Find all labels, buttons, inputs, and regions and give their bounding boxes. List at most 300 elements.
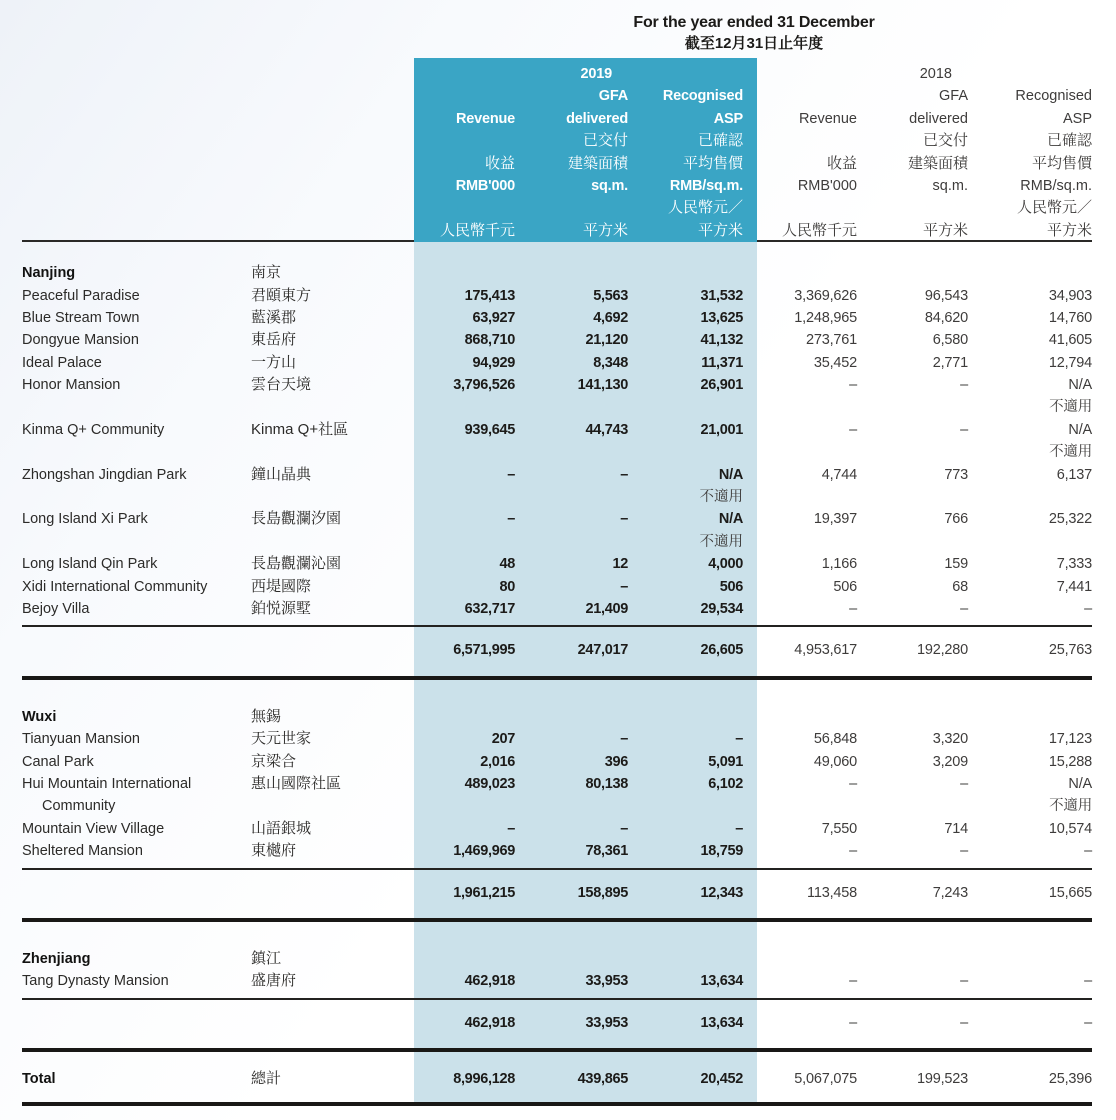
value-line: 247,017 — [577, 642, 628, 659]
cell-revenue-2019 — [414, 948, 515, 970]
project-name-en — [22, 773, 251, 818]
project-name-zh — [251, 639, 414, 661]
name-zh-line: 東岳府 — [251, 331, 297, 349]
cell-gfa-2019 — [515, 598, 628, 620]
header-line: 2018 — [919, 66, 952, 82]
name-en-line: Blue Stream Town — [22, 309, 140, 326]
cell-asp-2019 — [628, 773, 743, 818]
value-line: 34,903 — [1048, 287, 1092, 304]
cell-asp-2019 — [628, 307, 743, 329]
project-name-en — [22, 374, 251, 419]
cell-revenue-2018 — [743, 970, 857, 992]
value-line: 6,580 — [932, 332, 968, 349]
value-line: – — [507, 466, 515, 483]
cell-revenue-2018 — [743, 329, 857, 351]
cell-asp-2018 — [968, 576, 1092, 598]
cell-gfa-2019 — [515, 1068, 628, 1090]
cell-gfa-2019 — [515, 840, 628, 862]
value-line: – — [620, 578, 628, 595]
header-line: delivered — [566, 110, 628, 127]
project-name-en — [22, 464, 251, 509]
period-heading-en: For the year ended 31 December — [633, 14, 875, 31]
cell-asp-2018 — [968, 464, 1092, 509]
value-line: 12 — [612, 556, 628, 573]
cell-asp-2018 — [968, 553, 1092, 575]
table-header — [22, 58, 1092, 242]
project-name-zh — [251, 818, 414, 840]
cell-revenue-2019 — [414, 508, 515, 553]
value-line: 84,620 — [924, 309, 968, 326]
cell-asp-2019 — [628, 576, 743, 598]
period-heading-zh: 截至12月31日止年度 — [684, 35, 824, 52]
cell-gfa-2018 — [857, 1012, 968, 1034]
item-row — [22, 329, 1092, 351]
cell-revenue-2018 — [743, 285, 857, 307]
cell-asp-2019 — [628, 419, 743, 464]
value-line: – — [960, 843, 968, 860]
cell-revenue-2019 — [414, 419, 515, 464]
cell-revenue-2018 — [743, 307, 857, 329]
project-name-zh — [251, 598, 414, 620]
cell-asp-2018 — [968, 970, 1092, 992]
name-zh-line: 長島觀瀾沁園 — [251, 555, 342, 573]
value-line: 12,794 — [1048, 354, 1092, 371]
cell-asp-2018 — [968, 1068, 1092, 1090]
project-name-en — [22, 728, 251, 750]
cell-revenue-2019 — [414, 970, 515, 992]
header-line: sq.m. — [932, 177, 968, 194]
cell-revenue-2019 — [414, 639, 515, 661]
value-line: 506 — [719, 578, 743, 595]
item-row — [22, 751, 1092, 773]
value-line: 49,060 — [813, 753, 857, 770]
value-line: – — [849, 973, 857, 990]
cell-asp-2018 — [968, 419, 1092, 464]
value-line: N/A — [718, 511, 743, 528]
value-line: 18,759 — [700, 843, 743, 860]
name-zh-line: 山語銀城 — [251, 819, 312, 837]
cell-revenue-2018 — [743, 419, 857, 464]
value-line: 21,120 — [585, 332, 628, 349]
cell-revenue-2019 — [414, 1068, 515, 1090]
name-en-line: Bejoy Villa — [22, 600, 90, 617]
name-en-line: Total — [22, 1071, 56, 1088]
value-line: 41,132 — [700, 332, 743, 349]
value-line: – — [620, 731, 628, 748]
cell-revenue-2018 — [743, 1068, 857, 1090]
cell-revenue-2018 — [743, 751, 857, 773]
value-line: 489,023 — [464, 775, 515, 792]
cell-asp-2018 — [968, 639, 1092, 661]
cell-asp-2018 — [968, 352, 1092, 374]
value-line: – — [960, 1014, 968, 1031]
project-name-en — [22, 818, 251, 840]
cell-asp-2019 — [628, 598, 743, 620]
value-line: – — [849, 421, 857, 438]
value-line: 25,396 — [1048, 1071, 1092, 1088]
project-name-en — [22, 262, 251, 284]
project-name-en — [22, 598, 251, 620]
project-name-zh — [251, 307, 414, 329]
value-line: 773 — [944, 466, 968, 483]
cell-gfa-2018 — [857, 307, 968, 329]
project-name-en — [22, 882, 251, 904]
value-line: 506 — [833, 578, 857, 595]
subtotal-row — [22, 639, 1092, 661]
value-line: 5,067,075 — [794, 1071, 857, 1088]
cell-revenue-2019 — [414, 773, 515, 818]
header-line: RMB/sq.m. — [1020, 177, 1092, 194]
value-line: 4,000 — [708, 556, 743, 573]
value-line: 94,929 — [472, 354, 515, 371]
value-line: 2,016 — [480, 753, 515, 770]
value-line: 26,605 — [700, 642, 743, 659]
project-name-zh — [251, 508, 414, 553]
divider-thick — [22, 918, 1092, 922]
cell-revenue-2019 — [414, 840, 515, 862]
header-line: 人民幣元／ — [1016, 199, 1092, 217]
name-en-line: Hui Mountain International — [22, 775, 192, 792]
header-line: Revenue — [798, 110, 857, 127]
cell-revenue-2019 — [414, 1012, 515, 1034]
value-line: – — [960, 600, 968, 617]
project-name-en — [22, 639, 251, 661]
cell-gfa-2019 — [515, 970, 628, 992]
cell-asp-2018 — [968, 508, 1092, 553]
project-name-zh — [251, 419, 414, 464]
item-row — [22, 419, 1092, 464]
divider-thin — [22, 625, 1092, 627]
name-zh-line: 惠山國際社區 — [251, 774, 342, 792]
value-line: 31,532 — [700, 287, 743, 304]
project-name-zh — [251, 728, 414, 750]
value-line: 4,692 — [593, 309, 628, 326]
header-line: Recognised — [1015, 88, 1092, 105]
value-line: 13,634 — [700, 1014, 743, 1031]
cell-revenue-2018 — [743, 598, 857, 620]
cell-gfa-2018 — [857, 773, 968, 818]
value-line: 1,248,965 — [794, 309, 857, 326]
item-row — [22, 818, 1092, 840]
cell-gfa-2018 — [857, 639, 968, 661]
value-line: 48 — [499, 556, 515, 573]
city-row — [22, 948, 1092, 970]
project-name-zh — [251, 751, 414, 773]
cell-gfa-2018 — [857, 352, 968, 374]
divider-bottom — [22, 1102, 1092, 1106]
project-name-zh — [251, 948, 414, 970]
cell-revenue-2018 — [743, 553, 857, 575]
value-line: 8,996,128 — [453, 1071, 515, 1088]
header-line: 平均售價 — [1031, 154, 1092, 172]
value-line: 35,452 — [813, 354, 857, 371]
header-line: 人民幣元／ — [667, 199, 743, 217]
cell-asp-2019 — [628, 882, 743, 904]
cell-gfa-2019 — [515, 285, 628, 307]
cell-asp-2019 — [628, 970, 743, 992]
cell-gfa-2018 — [857, 464, 968, 509]
name-zh-line: 長島觀瀾汐園 — [251, 510, 342, 528]
cell-gfa-2019 — [515, 464, 628, 509]
value-line: – — [849, 843, 857, 860]
project-name-zh — [251, 374, 414, 419]
name-en-line: Zhongshan Jingdian Park — [22, 466, 187, 483]
header-line — [414, 63, 515, 85]
header-line: 平均售價 — [682, 154, 743, 172]
na-sub-line: 不適用 — [1049, 399, 1092, 416]
city-row — [22, 706, 1092, 728]
name-zh-line: 無錫 — [251, 707, 282, 725]
name-zh-line: 西堤國際 — [251, 577, 312, 595]
cell-revenue-2018 — [743, 374, 857, 419]
cell-gfa-2019 — [515, 773, 628, 818]
item-row — [22, 773, 1092, 818]
value-line: – — [620, 820, 628, 837]
cell-asp-2018 — [968, 598, 1092, 620]
header-line: 已交付 — [582, 132, 628, 150]
cell-revenue-2019 — [414, 882, 515, 904]
name-zh-line: Kinma Q+社區 — [251, 420, 349, 438]
header-col-gfa-2018 — [857, 63, 968, 242]
cell-revenue-2019 — [414, 553, 515, 575]
value-line: 21,001 — [700, 421, 743, 438]
divider-thick — [22, 676, 1092, 680]
value-line: 1,961,215 — [453, 884, 515, 901]
project-name-en — [22, 307, 251, 329]
item-row — [22, 374, 1092, 419]
cell-revenue-2019 — [414, 262, 515, 284]
project-name-en — [22, 840, 251, 862]
header-line: ASP — [713, 110, 743, 127]
cell-gfa-2019 — [515, 1012, 628, 1034]
item-row — [22, 508, 1092, 553]
value-line: 5,563 — [593, 287, 628, 304]
cell-gfa-2018 — [857, 576, 968, 598]
cell-revenue-2018 — [743, 639, 857, 661]
project-name-zh — [251, 553, 414, 575]
city-row — [22, 262, 1092, 284]
value-line: 439,865 — [577, 1071, 628, 1088]
header-line: 平方米 — [697, 221, 743, 239]
cell-asp-2019 — [628, 1012, 743, 1034]
value-line: 29,534 — [700, 600, 743, 617]
value-line: 3,369,626 — [794, 287, 857, 304]
value-line: 1,166 — [821, 556, 857, 573]
cell-revenue-2018 — [743, 773, 857, 818]
value-line: – — [960, 421, 968, 438]
cell-gfa-2018 — [857, 948, 968, 970]
value-line: 7,243 — [932, 884, 968, 901]
header-line: 已確認 — [1046, 132, 1092, 150]
cell-gfa-2018 — [857, 553, 968, 575]
cell-asp-2019 — [628, 639, 743, 661]
value-line: 80,138 — [585, 775, 628, 792]
cell-gfa-2019 — [515, 639, 628, 661]
table-body — [22, 242, 1092, 1106]
value-line: – — [1084, 600, 1092, 617]
cell-revenue-2018 — [743, 882, 857, 904]
value-line: 15,288 — [1048, 753, 1092, 770]
divider-thick — [22, 1048, 1092, 1052]
header-spacer-en — [22, 63, 251, 242]
value-line: 80 — [499, 578, 515, 595]
cell-revenue-2018 — [743, 728, 857, 750]
value-line: N/A — [718, 466, 743, 483]
value-line: 17,123 — [1048, 731, 1092, 748]
value-line: – — [1084, 973, 1092, 990]
name-en-line: Long Island Qin Park — [22, 556, 158, 573]
project-name-zh — [251, 840, 414, 862]
value-line: 12,343 — [700, 884, 743, 901]
cell-asp-2019 — [628, 751, 743, 773]
header-spacer-zh — [251, 63, 414, 242]
header-line: GFA — [938, 88, 968, 105]
cell-asp-2018 — [968, 948, 1092, 970]
cell-revenue-2019 — [414, 464, 515, 509]
value-line: – — [507, 511, 515, 528]
value-line: 33,953 — [585, 1014, 628, 1031]
name-en-line: Long Island Xi Park — [22, 511, 148, 528]
cell-asp-2018 — [968, 1012, 1092, 1034]
cell-asp-2019 — [628, 840, 743, 862]
period-heading — [415, 12, 1093, 55]
value-line: 6,571,995 — [453, 642, 515, 659]
cell-gfa-2019 — [515, 374, 628, 419]
value-line: 766 — [944, 511, 968, 528]
cell-revenue-2018 — [743, 352, 857, 374]
cell-asp-2019 — [628, 508, 743, 553]
header-line: 收益 — [484, 154, 515, 172]
name-zh-line: 天元世家 — [251, 730, 312, 748]
project-name-zh — [251, 262, 414, 284]
header-line: GFA — [598, 88, 628, 105]
value-line: 113,458 — [807, 884, 857, 901]
cell-asp-2018 — [968, 307, 1092, 329]
name-zh-line: 鐘山晶典 — [251, 465, 312, 483]
cell-gfa-2018 — [857, 262, 968, 284]
na-sub-line: 不適用 — [699, 533, 743, 550]
header-line: sq.m. — [591, 177, 628, 194]
name-en-line: Ideal Palace — [22, 354, 102, 371]
cell-gfa-2019 — [515, 329, 628, 351]
cell-asp-2018 — [968, 374, 1092, 419]
header-line: RMB'000 — [797, 177, 857, 194]
value-line: 207 — [491, 731, 515, 748]
value-line: 33,953 — [585, 973, 628, 990]
name-en-line: Kinma Q+ Community — [22, 421, 165, 438]
item-row — [22, 352, 1092, 374]
header-line — [743, 197, 857, 219]
cell-revenue-2018 — [743, 840, 857, 862]
divider-thin — [22, 868, 1092, 870]
cell-gfa-2018 — [857, 882, 968, 904]
project-name-en — [22, 419, 251, 464]
value-line: 632,717 — [464, 600, 515, 617]
header-col-asp-2019 — [628, 63, 743, 242]
value-line: 20,452 — [700, 1071, 743, 1088]
cell-asp-2018 — [968, 840, 1092, 862]
value-line: 7,333 — [1056, 556, 1092, 573]
value-line: – — [735, 731, 743, 748]
cell-revenue-2018 — [743, 464, 857, 509]
project-name-en — [22, 329, 251, 351]
header-line: Revenue — [455, 110, 515, 127]
cell-revenue-2019 — [414, 598, 515, 620]
value-line: 68 — [952, 578, 968, 595]
name-en-line: Tianyuan Mansion — [22, 731, 140, 748]
cell-gfa-2019 — [515, 419, 628, 464]
cell-revenue-2019 — [414, 352, 515, 374]
value-line: 141,130 — [577, 377, 628, 394]
value-line: N/A — [1068, 377, 1092, 394]
header-line: RMB'000 — [455, 177, 515, 194]
value-line: 25,763 — [1048, 642, 1092, 659]
value-line: 3,209 — [932, 753, 968, 770]
value-line: – — [1084, 1014, 1092, 1031]
value-line: 14,760 — [1048, 309, 1092, 326]
cell-gfa-2019 — [515, 728, 628, 750]
header-line: RMB/sq.m. — [669, 177, 743, 194]
value-line: 7,441 — [1056, 578, 1092, 595]
cell-gfa-2018 — [857, 285, 968, 307]
item-row — [22, 970, 1092, 992]
value-line: 6,102 — [708, 775, 743, 792]
value-line: 2,771 — [932, 354, 968, 371]
cell-revenue-2018 — [743, 508, 857, 553]
name-zh-line: 鎮江 — [251, 949, 282, 967]
name-en-line: Peaceful Paradise — [22, 287, 140, 304]
value-line: 78,361 — [585, 843, 628, 860]
item-row — [22, 553, 1092, 575]
cell-asp-2019 — [628, 728, 743, 750]
cell-asp-2019 — [628, 464, 743, 509]
value-line: 3,796,526 — [453, 377, 515, 394]
item-row — [22, 307, 1092, 329]
cell-asp-2018 — [968, 751, 1092, 773]
name-zh-line: 京梁合 — [251, 752, 297, 770]
value-line: 396 — [604, 753, 628, 770]
project-name-en — [22, 352, 251, 374]
value-line: 5,091 — [708, 753, 743, 770]
cell-gfa-2018 — [857, 374, 968, 419]
value-line: 11,371 — [701, 354, 743, 371]
name-en-line: Sheltered Mansion — [22, 843, 143, 860]
name-en-line: Tang Dynasty Mansion — [22, 973, 169, 990]
name-zh-line: 君頤東方 — [251, 286, 312, 304]
project-name-en — [22, 285, 251, 307]
cell-gfa-2019 — [515, 818, 628, 840]
header-line — [968, 63, 1092, 85]
name-en-line: Xidi International Community — [22, 578, 208, 595]
cell-gfa-2019 — [515, 262, 628, 284]
project-name-en — [22, 576, 251, 598]
project-name-zh — [251, 970, 414, 992]
header-line: 建築面積 — [907, 154, 968, 172]
value-line: 63,927 — [472, 309, 515, 326]
value-line: – — [1084, 843, 1092, 860]
value-line: 4,953,617 — [794, 642, 857, 659]
name-en-line: Honor Mansion — [22, 377, 121, 394]
value-line: 7,550 — [821, 820, 857, 837]
header-line: 人民幣千元 — [439, 221, 515, 239]
header-line: ASP — [1062, 110, 1092, 127]
name-zh-line: 盛唐府 — [251, 972, 297, 990]
value-line: 41,605 — [1048, 332, 1092, 349]
cell-gfa-2018 — [857, 728, 968, 750]
project-name-en — [22, 1012, 251, 1034]
header-line — [857, 197, 968, 219]
value-line: 25,322 — [1048, 511, 1092, 528]
